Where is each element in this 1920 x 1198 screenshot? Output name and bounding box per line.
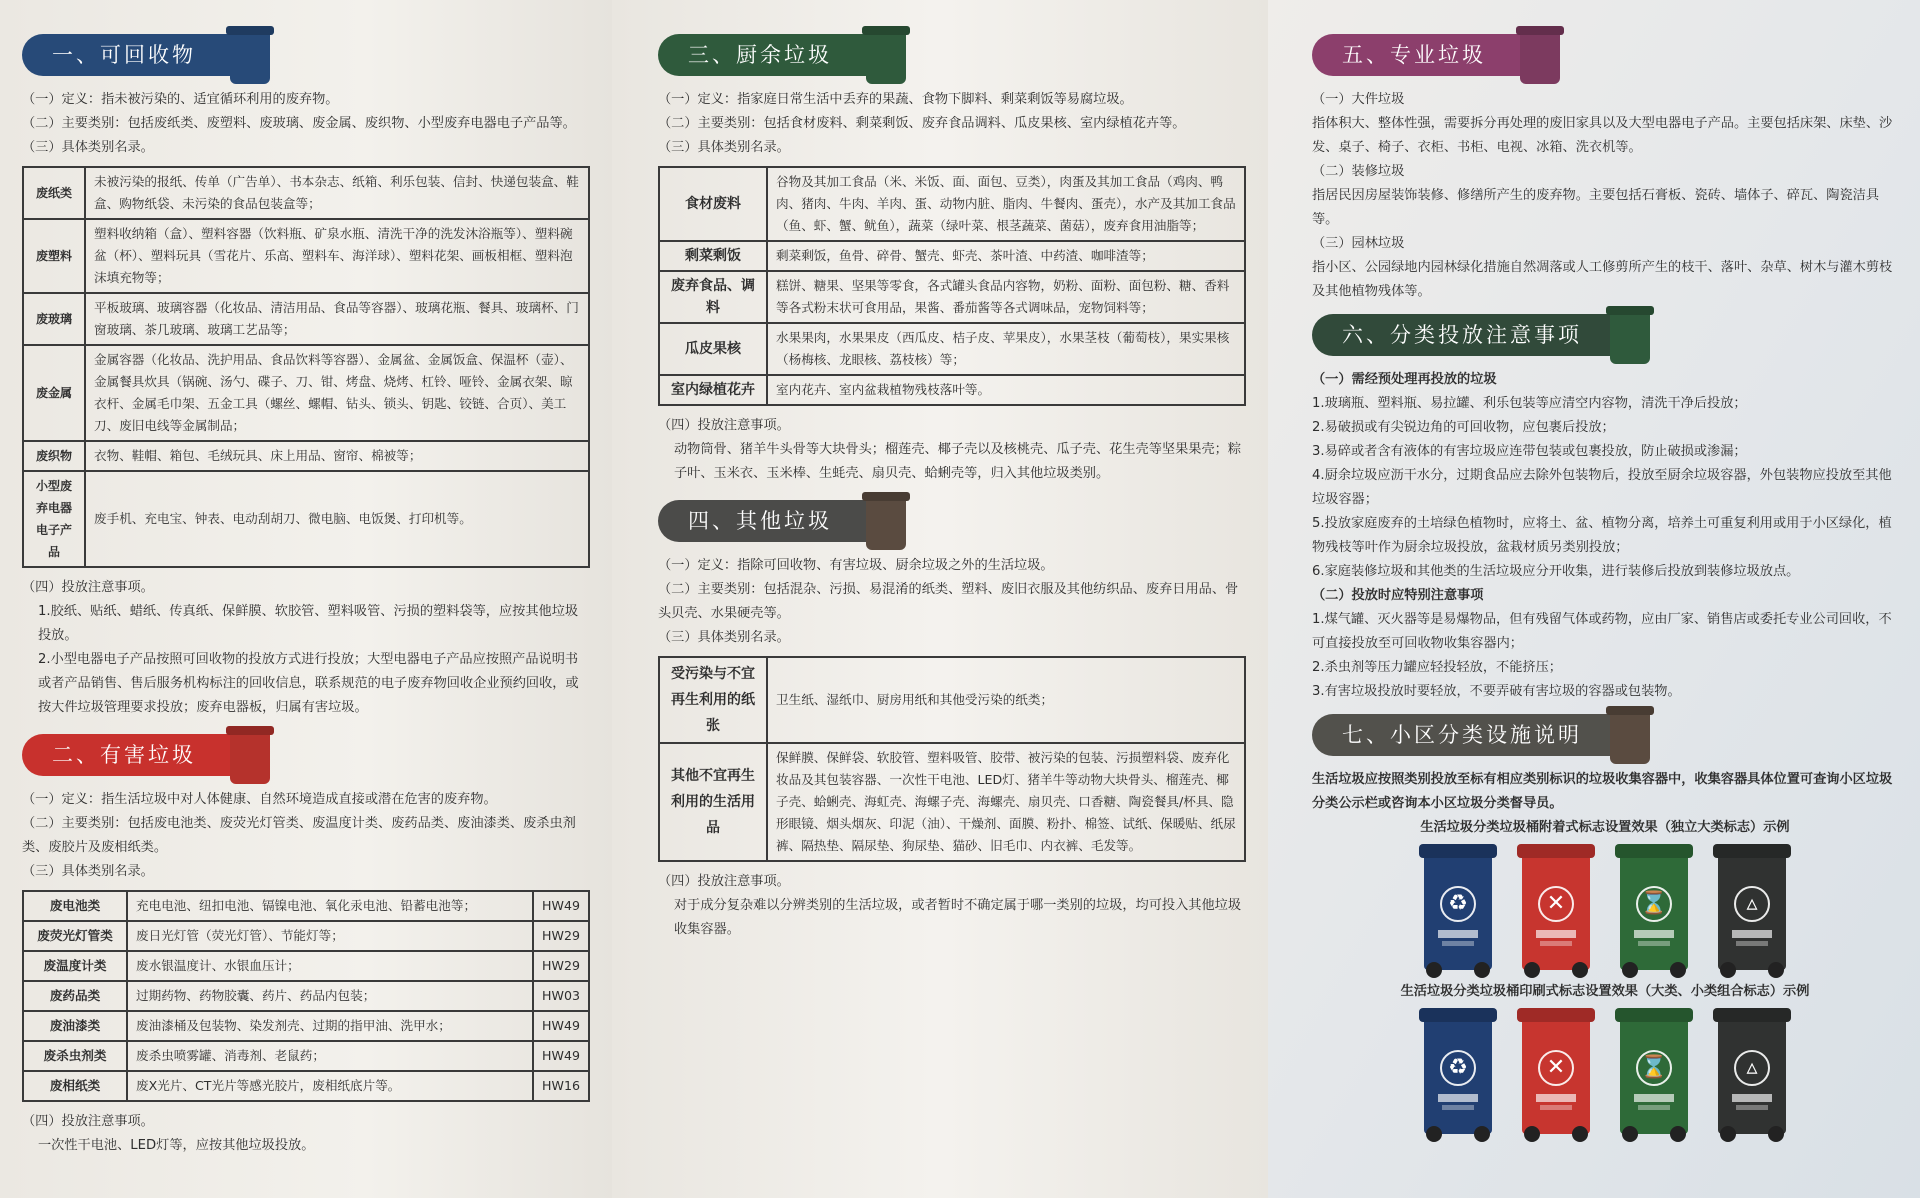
bins-caption: 生活垃圾分类垃圾桶附着式标志设置效果（独立大类标志）示例 [1420,820,1790,835]
other-icon: ▵ [1734,886,1770,922]
row-label: 废杀虫剂类 [23,1041,127,1071]
table-row [659,241,1245,271]
recycle-icon: ♻ [1440,886,1476,922]
hazard-icon: ✕ [1538,1050,1574,1086]
section-banner-other [658,500,878,542]
bin-icon [1520,28,1560,84]
row-text: 废油漆桶及包装物、染发剂壳、过期的指甲油、洗甲水； [127,1011,533,1041]
bins-row-printed [1312,1012,1898,1134]
note-item: 5.投放家庭废弃的土培绿色植物时，应将土、盆、植物分离，培养土可重复利用或用于小区绿化，植物残枝等叶作为厨余垃圾投放，盆栽材质另类别投放； [1312,516,1892,555]
notes-heading: （四）投放注意事项。 [22,580,154,595]
row-code: HW03 [533,981,589,1011]
row-text: 谷物及其加工食品（米、米饭、面、面包、豆类），肉蛋及其加工食品（鸡肉、鸭肉、猪肉、牛肉、羊肉、蛋、动物内脏、脂肉、牛餐肉、蛋壳），水产及其加工食品（鱼、虾、蟹、鱿鱼），蔬菜（绿叶菜、根茎蔬菜、菌菇），废弃食用油脂等； [767,167,1245,241]
hazardous-bin [1522,848,1590,970]
note-item: 动物筒骨、猪羊牛头骨等大块骨头；榴莲壳、椰子壳以及核桃壳、瓜子壳、花生壳等坚果果壳；粽子叶、玉米衣、玉米棒、生蚝壳、扇贝壳、蛤蜊壳等，归入其他垃圾类别。 [674,442,1242,481]
row-text: 未被污染的报纸、传单（广告单）、书本杂志、纸箱、利乐包装、信封、快递包装盒、鞋盒、购物纸袋、未污染的食品包装盒等； [85,167,589,219]
definition: （一）定义：指除可回收物、有害垃圾、厨余垃圾之外的生活垃圾。 [658,558,1054,573]
row-code: HW49 [533,1011,589,1041]
row-text: 废X光片、CT光片等感光胶片，废相纸底片等。 [127,1071,533,1101]
hazardous-table [22,890,590,1102]
bins-row-attached [1312,848,1898,970]
kitchen-table [658,166,1246,406]
sub-heading: （二）投放时应特别注意事项 [1312,588,1484,603]
section-title: 五、专业垃圾 [1342,43,1486,67]
list-heading: （三）具体类别名录。 [658,630,790,645]
facility-description: 生活垃圾应按照类别投放至标有相应类别标识的垃圾收集容器中，收集容器具体位置可查询小区垃圾分类公示栏或咨询本小区垃圾分类督导员。 [1312,772,1893,811]
section-title: 一、可回收物 [52,43,196,67]
other-icon: ▵ [1734,1050,1770,1086]
table-row [659,167,1245,241]
table-row [23,891,589,921]
section-banner-hazardous [22,734,242,776]
list-heading: （三）具体类别名录。 [22,864,154,879]
row-text: 废水银温度计、水银血压计； [127,951,533,981]
row-label: 剩菜剩饭 [659,241,767,271]
sub-heading: （二）装修垃圾 [1312,164,1405,179]
panel-kitchen-other [612,0,1268,1198]
section-title: 二、有害垃圾 [52,743,196,767]
row-text: 衣物、鞋帽、箱包、毛绒玩具、床上用品、窗帘、棉被等； [85,441,589,471]
row-label: 废相纸类 [23,1071,127,1101]
row-label: 废油漆类 [23,1011,127,1041]
note-item: 3.有害垃圾投放时要轻放，不要弄破有害垃圾的容器或包装物。 [1312,684,1681,699]
kitchen-bin [1620,848,1688,970]
row-label: 室内绿植花卉 [659,375,767,405]
main-categories: （二）主要类别：包括食材废料、剩菜剩饭、废弃食品调料、瓜皮果核、室内绿植花卉等。 [658,116,1186,131]
row-text: 过期药物、药物胶囊、药片、药品内包装； [127,981,533,1011]
table-row [23,921,589,951]
panel-recyclable-hazardous [0,0,612,1198]
row-text: 塑料收纳箱（盒）、塑料容器（饮料瓶、矿泉水瓶、清洗干净的洗发沐浴瓶等）、塑料碗盆（杯）、塑料玩具（雪花片、乐高、塑料车、海洋球）、塑料花架、画板相框、塑料泡沫填充物等； [85,219,589,293]
table-row [659,375,1245,405]
notes-heading: （四）投放注意事项。 [658,874,790,889]
other-bin [1718,1012,1786,1134]
note-item: 对于成分复杂难以分辨类别的生活垃圾，或者暂时不确定属于哪一类别的垃圾，均可投入其他垃圾收集容器。 [674,898,1242,937]
note-item: 2.易破损或有尖锐边角的可回收物，应包裹后投放； [1312,420,1615,435]
table-row [23,219,589,293]
section-banner-notes [1312,314,1622,356]
section-banner-facilities [1312,714,1622,756]
recyclable-bin [1424,848,1492,970]
food-icon: ⌛ [1636,1050,1672,1086]
hazardous-bin [1522,1012,1590,1134]
note-item: 2.小型电器电子产品按照可回收物的投放方式进行投放；大型电器电子产品应按照产品说明书或者产品销售、售后服务机构标注的回收信息，联系规范的电子废弃物回收企业预约回收，或按大件垃圾管理要求投放；废弃电器板，归属有害垃圾。 [38,652,579,715]
note-item: 1.胶纸、贴纸、蜡纸、传真纸、保鲜膜、软胶管、塑料吸管、污损的塑料袋等，应按其他垃圾投放。 [38,604,579,643]
recyclable-bin [1424,1012,1492,1134]
other-bin [1718,848,1786,970]
row-code: HW29 [533,921,589,951]
bin-icon [1610,308,1650,364]
table-row [659,743,1245,861]
notes-heading: （四）投放注意事项。 [22,1114,154,1129]
note-item: 6.家庭装修垃圾和其他类的生活垃圾应分开收集，进行装修后投放到装修垃圾放点。 [1312,564,1800,579]
row-text: 剩菜剩饭，鱼骨、碎骨、蟹壳、虾壳、茶叶渣、中药渣、咖啡渣等； [767,241,1245,271]
section-title: 七、小区分类设施说明 [1342,723,1582,747]
kitchen-bin [1620,1012,1688,1134]
note-item: 3.易碎或者含有液体的有害垃圾应连带包装或包裹投放，防止破损或渗漏； [1312,444,1747,459]
row-label: 废塑料 [23,219,85,293]
table-row [23,1011,589,1041]
row-text: 水果果肉，水果果皮（西瓜皮、桔子皮、苹果皮），水果茎枝（葡萄枝），果实果核（杨梅核、龙眼核、荔枝核）等； [767,323,1245,375]
row-label: 废荧光灯管类 [23,921,127,951]
section-banner-kitchen [658,34,878,76]
definition: （一）定义：指生活垃圾中对人体健康、自然环境造成直接或潜在危害的废弃物。 [22,792,497,807]
section-title: 三、厨余垃圾 [688,43,832,67]
note-item: 1.煤气罐、灭火器等是易爆物品，但有残留气体或药物，应由厂家、销售店或委托专业公司回收，不可直接投放至可回收物收集容器内； [1312,612,1892,651]
row-label: 废金属 [23,345,85,441]
row-label: 废玻璃 [23,293,85,345]
row-label: 受污染与不宜再生利用的纸张 [659,657,767,743]
bin-icon [1610,708,1650,764]
table-row [23,951,589,981]
definition: （一）定义：指未被污染的、适宜循环利用的废弃物。 [22,92,339,107]
table-row [23,1071,589,1101]
sub-heading: （一）需经预处理再投放的垃圾 [1312,372,1497,387]
table-row [23,167,589,219]
note-item: 2.杀虫剂等压力罐应轻投轻放，不能挤压； [1312,660,1562,675]
list-heading: （三）具体类别名录。 [22,140,154,155]
row-text: 充电电池、纽扣电池、镉镍电池、氧化汞电池、铅蓄电池等； [127,891,533,921]
table-row [23,1041,589,1071]
sub-text: 指居民因房屋装饰装修、修缮所产生的废弃物。主要包括石膏板、瓷砖、墙体子、碎瓦、陶瓷洁具等。 [1312,188,1880,227]
bins-caption: 生活垃圾分类垃圾桶印刷式标志设置效果（大类、小类组合标志）示例 [1400,984,1810,999]
panel-special-notes-facilities [1268,0,1920,1198]
table-row [659,271,1245,323]
section-title: 六、分类投放注意事项 [1342,323,1582,347]
table-row [659,657,1245,743]
section-banner-recyclable [22,34,242,76]
row-label: 食材废料 [659,167,767,241]
row-code: HW49 [533,891,589,921]
main-categories: （二）主要类别：包括废电池类、废荧光灯管类、废温度计类、废药品类、废油漆类、废杀虫剂类、废胶片及废相纸类。 [22,816,576,855]
row-text: 保鲜膜、保鲜袋、软胶管、塑料吸管、胶带、被污染的包装、污损塑料袋、废弃化妆品及其包装容器、一次性干电池、LED灯、猪羊牛等动物大块骨头、榴莲壳、椰子壳、蛤蜊壳、海虹壳、海螺子壳、海螺壳、扇贝壳、口香糖、陶瓷餐具/杯具、隐形眼镜、烟头烟灰、印泥（油）、干燥剂、面膜、粉扑、棉签、试纸、保暖贴、纸尿裤、隔热垫、隔尿垫、狗尿垫、猫砂、旧毛巾、内衣裤、毛发等。 [767,743,1245,861]
row-text: 金属容器（化妆品、洗护用品、食品饮料等容器）、金属盆、金属饭盒、保温杯（壶）、金属餐具炊具（锅碗、汤勺、碟子、刀、钳、烤盘、烧烤、杠铃、哑铃、金属衣架、晾衣杆、金属毛巾架、五金工具（螺丝、螺帽、钻头、锁头、钥匙、铰链、合页）、美工刀、废旧电线等金属制品； [85,345,589,441]
row-label: 废电池类 [23,891,127,921]
section-title: 四、其他垃圾 [688,509,832,533]
table-row [23,471,589,567]
row-text: 废杀虫喷雾罐、消毒剂、老鼠药； [127,1041,533,1071]
row-label: 废药品类 [23,981,127,1011]
bin-icon [230,728,270,784]
row-code: HW29 [533,951,589,981]
sub-text: 指体积大、整体性强，需要拆分再处理的废旧家具以及大型电器电子产品。主要包括床架、床垫、沙发、桌子、椅子、衣柜、书柜、电视、冰箱、洗衣机等。 [1312,116,1893,155]
sub-heading: （三）园林垃圾 [1312,236,1405,251]
row-text: 室内花卉、室内盆栽植物残枝落叶等。 [767,375,1245,405]
section-banner-special [1312,34,1532,76]
row-code: HW16 [533,1071,589,1101]
table-row [23,981,589,1011]
row-text: 平板玻璃、玻璃容器（化妆品、清洁用品、食品等容器）、玻璃花瓶、餐具、玻璃杯、门窗玻璃、茶几玻璃、玻璃工艺品等； [85,293,589,345]
hazard-icon: ✕ [1538,886,1574,922]
recyclable-table [22,166,590,568]
row-text: 废手机、充电宝、钟表、电动刮胡刀、微电脑、电饭煲、打印机等。 [85,471,589,567]
row-label: 废织物 [23,441,85,471]
recycle-icon: ♻ [1440,1050,1476,1086]
table-row [659,323,1245,375]
sub-text: 指小区、公园绿地内园林绿化措施自然凋落或人工修剪所产生的枝干、落叶、杂草、树木与灌木剪枝及其他植物残体等。 [1312,260,1893,299]
main-categories: （二）主要类别：包括混杂、污损、易混淆的纸类、塑料、废旧衣服及其他纺织品、废弃日用品、骨头贝壳、水果硬壳等。 [658,582,1239,621]
row-text: 卫生纸、湿纸巾、厨房用纸和其他受污染的纸类； [767,657,1245,743]
row-text: 糕饼、糖果、坚果等零食，各式罐头食品内容物，奶粉、面粉、面包粉、糖、香料等各式粉末状可食用品，果酱、番茄酱等各式调味品，宠物饲料等； [767,271,1245,323]
note-item: 4.厨余垃圾应沥干水分，过期食品应去除外包装物后，投放至厨余垃圾容器，外包装物应投放至其他垃圾容器； [1312,468,1892,507]
definition: （一）定义：指家庭日常生活中丢弃的果蔬、食物下脚料、剩菜剩饭等易腐垃圾。 [658,92,1133,107]
note-item: 1.玻璃瓶、塑料瓶、易拉罐、利乐包装等应清空内容物，清洗干净后投放； [1312,396,1747,411]
bin-icon [866,494,906,550]
row-label: 废温度计类 [23,951,127,981]
bin-icon [230,28,270,84]
table-row [23,345,589,441]
note-item: 一次性干电池、LED灯等，应按其他垃圾投放。 [38,1138,315,1153]
sub-heading: （一）大件垃圾 [1312,92,1405,107]
list-heading: （三）具体类别名录。 [658,140,790,155]
notes-heading: （四）投放注意事项。 [658,418,790,433]
row-label: 其他不宜再生利用的生活用品 [659,743,767,861]
table-row [23,441,589,471]
other-table [658,656,1246,862]
food-icon: ⌛ [1636,886,1672,922]
row-label: 小型废弃电器电子产品 [23,471,85,567]
bin-icon [866,28,906,84]
row-label: 瓜皮果核 [659,323,767,375]
row-label: 废弃食品、调料 [659,271,767,323]
row-text: 废日光灯管（荧光灯管）、节能灯等； [127,921,533,951]
row-label: 废纸类 [23,167,85,219]
main-categories: （二）主要类别：包括废纸类、废塑料、废玻璃、废金属、废织物、小型废弃电器电子产品等。 [22,116,576,131]
table-row [23,293,589,345]
row-code: HW49 [533,1041,589,1071]
